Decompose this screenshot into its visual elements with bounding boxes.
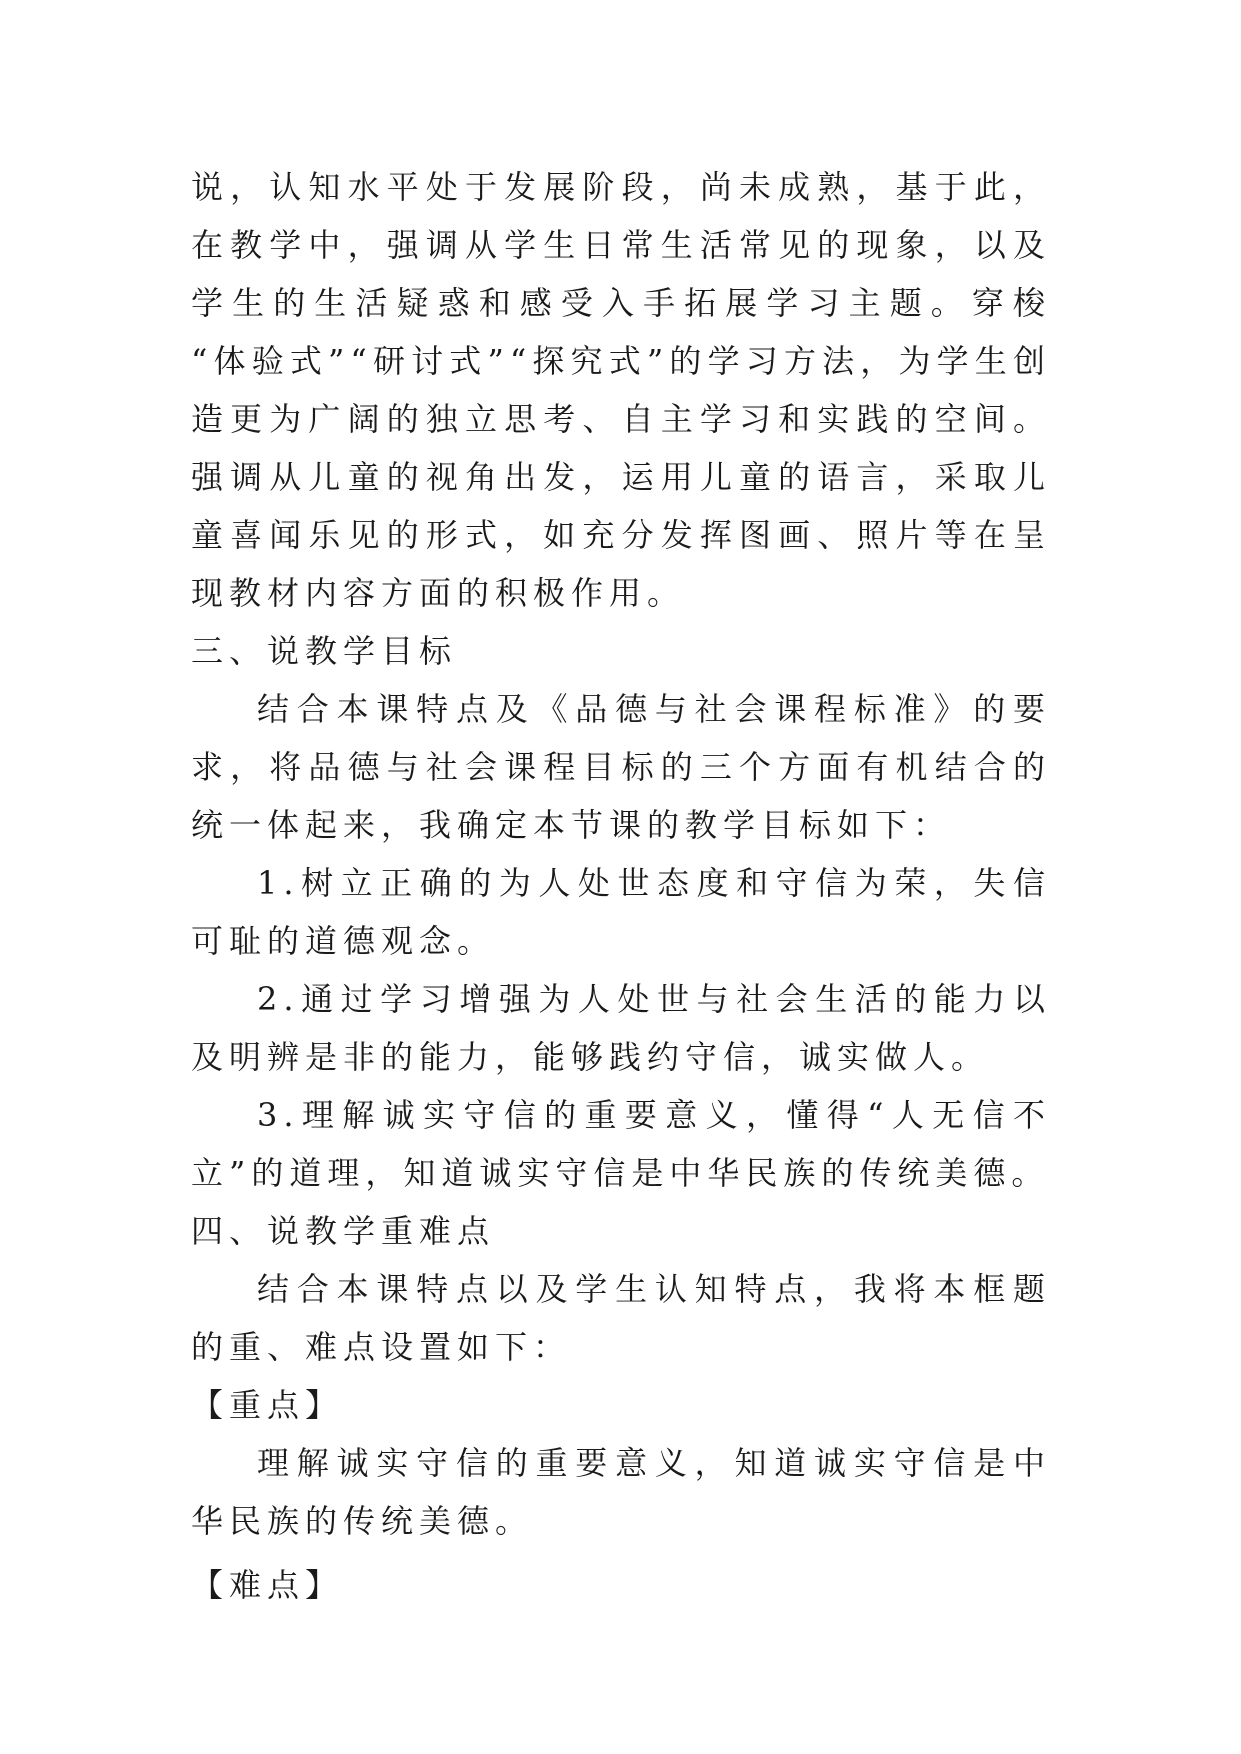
key-point-label: 【重点】 (191, 1386, 344, 1424)
section-heading-key-points: 四、说教学重难点 (191, 1212, 496, 1250)
objective-item-3: 3.理解诚实守信的重要意义，懂得“人无信不立”的道理，知道诚实守信是中华民族的传统美德。 (191, 1096, 1051, 1192)
section-heading-objectives: 三、说教学目标 (191, 632, 458, 670)
objective-item-1: 1.树立正确的为人处世态度和守信为荣，失信可耻的道德观念。 (191, 864, 1051, 960)
key-points-intro-paragraph: 结合本课特点以及学生认知特点，我将本框题的重、难点设置如下： (191, 1270, 1051, 1366)
document-body (191, 158, 1051, 1614)
body-paragraph: 说，认知水平处于发展阶段，尚未成熟，基于此，在教学中，强调从学生日常生活常见的现象，以及学生的生活疑惑和感受入手拓展学习主题。穿梭 “体验式”“研讨式”“探究式”的学习方法，为学生创造更为广阔的独立思考、自主学习和实践的空间。强调从儿童的视角出发，运用儿童的语言，采取儿童喜闻乐见的形式，如充分发挥图画、照片等在呈现教材内容方面的积极作用。 (191, 168, 1051, 612)
key-point-paragraph: 理解诚实守信的重要意义，知道诚实守信是中华民族的传统美德。 (191, 1444, 1051, 1540)
objective-item-2: 2.通过学习增强为人处世与社会生活的能力以及明辨是非的能力，能够践约守信，诚实做人。 (191, 980, 1051, 1076)
difficult-point-label: 【难点】 (191, 1566, 344, 1604)
objectives-intro-paragraph: 结合本课特点及《品德与社会课程标准》的要求，将品德与社会课程目标的三个方面有机结合的统一体起来，我确定本节课的教学目标如下： (191, 690, 1051, 844)
